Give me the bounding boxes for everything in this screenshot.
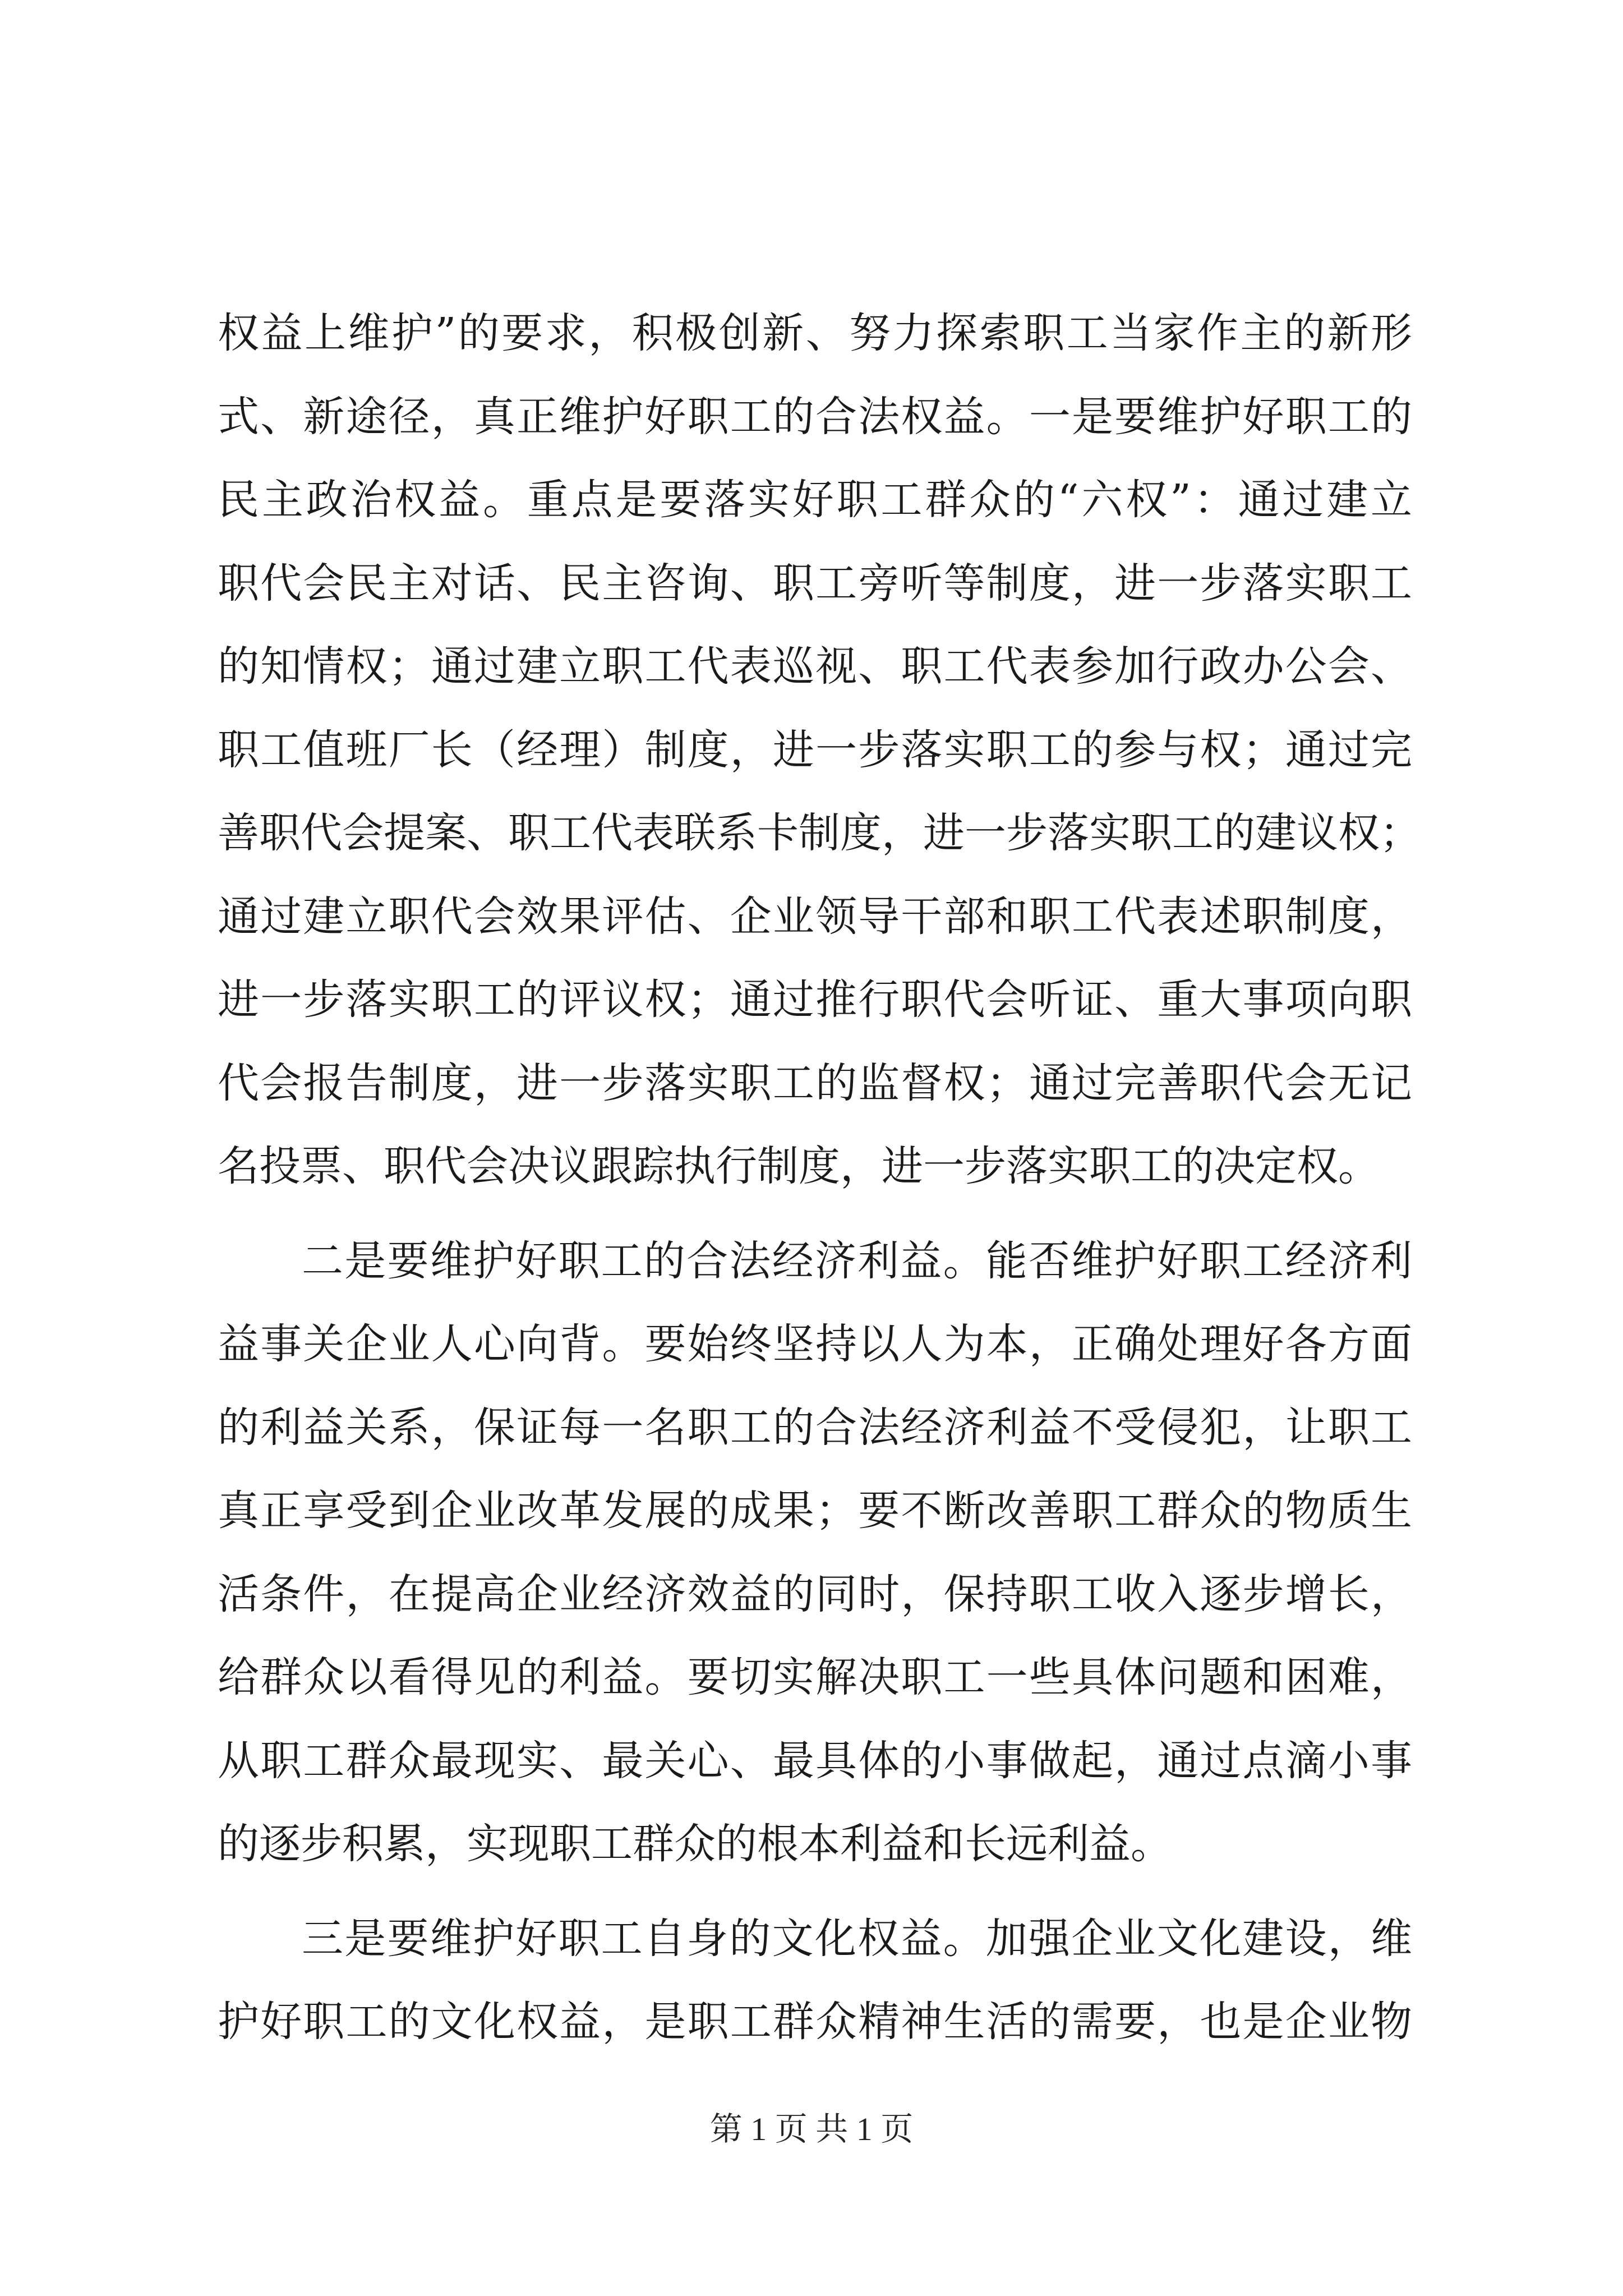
paragraph: [218, 1897, 1412, 2064]
text-line: 的利益关系，保证每一名职工的合法经济利益不受侵犯，让职工: [218, 1403, 1412, 1452]
text-line: 名投票、职代会决议跟踪执行制度，进一步落实职工的决定权。: [218, 1142, 1380, 1190]
paragraph-gap: [218, 1208, 1412, 1220]
text-line: 式、新途径，真正维护好职工的合法权益。一是要维护好职工的: [218, 392, 1412, 441]
text-line: 三是要维护好职工自身的文化权益。加强企业文化建设，维: [302, 1914, 1412, 1963]
page-footer: 第 1 页 共 1 页: [709, 2111, 914, 2147]
paragraph: [218, 292, 1421, 1208]
text-line: 的知情权；通过建立职工代表巡视、职工代表参加行政办公会、: [218, 642, 1412, 691]
text-line: 职工值班厂长（经理）制度，进一步落实职工的参与权；通过完: [218, 725, 1412, 774]
text-line: 民主政治权益。重点是要落实好职工群众的“六权”：通过建立: [218, 476, 1412, 524]
text-line: 进一步落实职工的评议权；通过推行职代会听证、重大事项向职: [218, 976, 1412, 1024]
document-body: [218, 292, 1421, 2064]
text-line: 代会报告制度，进一步落实职工的监督权；通过完善职代会无记: [218, 1059, 1412, 1107]
text-line: 益事关企业人心向背。要始终坚持以人为本，正确处理好各方面: [218, 1320, 1412, 1368]
text-line: 通过建立职代会效果评估、企业领导干部和职工代表述职制度，: [218, 892, 1412, 941]
text-line: 职代会民主对话、民主咨询、职工旁听等制度，进一步落实职工: [218, 559, 1412, 608]
text-line: 活条件，在提高企业经济效益的同时，保持职工收入逐步增长，: [218, 1570, 1412, 1618]
text-line: 二是要维护好职工的合法经济利益。能否维护好职工经济利: [302, 1236, 1412, 1285]
text-line: 从职工群众最现实、最关心、最具体的小事做起，通过点滴小事: [218, 1736, 1412, 1785]
text-line: 真正享受到企业改革发展的成果；要不断改善职工群众的物质生: [218, 1487, 1412, 1535]
text-line: 权益上维护”的要求，积极创新、努力探索职工当家作主的新形: [218, 309, 1412, 357]
text-line: 给群众以看得见的利益。要切实解决职工一些具体问题和困难，: [218, 1653, 1412, 1701]
text-line: 善职代会提案、职工代表联系卡制度，进一步落实职工的建议权；: [218, 809, 1421, 857]
paragraph-gap: [218, 1886, 1412, 1897]
text-line: 护好职工的文化权益，是职工群众精神生活的需要，也是企业物: [218, 1998, 1412, 2046]
text-line: 的逐步积累，实现职工群众的根本利益和长远利益。: [218, 1820, 1172, 1868]
paragraph: [218, 1220, 1412, 1886]
